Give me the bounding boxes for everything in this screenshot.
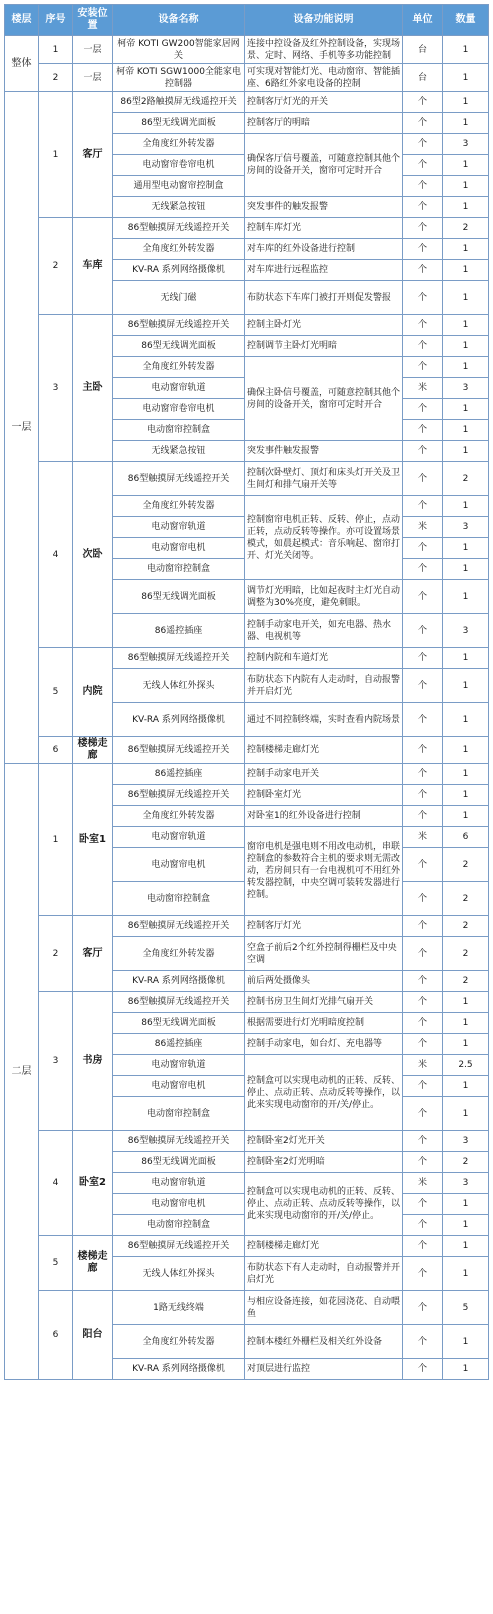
quantity-cell: 1	[443, 764, 489, 785]
quantity-cell: 1	[443, 806, 489, 827]
description-cell: 布防状态下内院有人走动时，自动报警并开启灯光	[245, 669, 403, 703]
unit-cell: 个	[403, 399, 443, 420]
device-name-cell: 86型触摸屏无线遥控开关	[113, 648, 245, 669]
device-name-cell: 86型触摸屏无线遥控开关	[113, 737, 245, 764]
table-row	[5, 764, 489, 785]
table-row	[5, 992, 489, 1013]
number-cell: 5	[39, 648, 73, 737]
description-cell: 空盒子前后2个红外控制得栅栏及中央空调	[245, 937, 403, 971]
description-cell: 控制本楼红外栅栏及相关红外设备	[245, 1325, 403, 1359]
quantity-cell: 1	[443, 281, 489, 315]
description-cell: 控制手动家电开关，如充电器、热水器、电视机等	[245, 614, 403, 648]
quantity-cell: 1	[443, 155, 489, 176]
device-name-cell: KV-RA 系列网络摄像机	[113, 1359, 245, 1380]
device-name-cell: 电动窗帘轨道	[113, 1173, 245, 1194]
quantity-cell: 2	[443, 916, 489, 937]
quantity-cell: 2	[443, 971, 489, 992]
unit-cell: 个	[403, 916, 443, 937]
device-name-cell: 86型触摸屏无线遥控开关	[113, 315, 245, 336]
device-name-cell: 86遥控插座	[113, 764, 245, 785]
device-name-cell: 86型触摸屏无线遥控开关	[113, 785, 245, 806]
col-header-number: 序号	[39, 5, 73, 36]
unit-cell: 个	[403, 176, 443, 197]
table-row	[5, 462, 489, 496]
device-name-cell: 86型无线调光面板	[113, 580, 245, 614]
description-cell: 控制客厅灯光	[245, 916, 403, 937]
device-name-cell: 1路无线终端	[113, 1291, 245, 1325]
unit-cell: 个	[403, 1131, 443, 1152]
quantity-cell: 1	[443, 64, 489, 92]
unit-cell: 个	[403, 1013, 443, 1034]
description-cell: 连接中控设备及红外控制设备，实现场景、定时、网络、手机等多功能控制	[245, 36, 403, 64]
description-cell: 控制楼梯走廊灯光	[245, 737, 403, 764]
device-name-cell: 电动窗帘控制盒	[113, 559, 245, 580]
quantity-cell: 1	[443, 1034, 489, 1055]
location-cell: 楼梯走廊	[73, 1236, 113, 1291]
quantity-cell: 1	[443, 113, 489, 134]
device-name-cell: 86型触摸屏无线遥控开关	[113, 462, 245, 496]
table-row	[5, 648, 489, 669]
number-cell: 3	[39, 992, 73, 1131]
unit-cell: 个	[403, 462, 443, 496]
unit-cell: 个	[403, 614, 443, 648]
location-cell: 阳台	[73, 1291, 113, 1380]
number-cell: 6	[39, 1291, 73, 1380]
description-cell: 布防状态下车库门被打开则促发警报	[245, 281, 403, 315]
quantity-cell: 2.5	[443, 1055, 489, 1076]
device-name-cell: 电动窗帘电机	[113, 848, 245, 882]
number-cell: 1	[39, 36, 73, 64]
device-name-cell: KV-RA 系列网络摄像机	[113, 703, 245, 737]
device-name-cell: 电动窗帘轨道	[113, 827, 245, 848]
unit-cell: 个	[403, 580, 443, 614]
description-cell: 控制调节主卧灯光明暗	[245, 336, 403, 357]
quantity-cell: 1	[443, 1097, 489, 1131]
location-cell: 客厅	[73, 916, 113, 992]
device-name-cell: 86型无线调光面板	[113, 1013, 245, 1034]
quantity-cell: 3	[443, 134, 489, 155]
floor-cell: 二层	[5, 764, 39, 1380]
device-name-cell: KV-RA 系列网络摄像机	[113, 260, 245, 281]
unit-cell: 个	[403, 92, 443, 113]
col-header-location: 安装位置	[73, 5, 113, 36]
device-name-cell: 无线紧急按钮	[113, 197, 245, 218]
quantity-cell: 1	[443, 399, 489, 420]
description-cell: 控制盒可以实现电动机的正转、反转、停止、点动正转、点动反转等操作，以此来实现电动窗帘的开/关/停止。	[245, 1173, 403, 1236]
unit-cell: 个	[403, 1097, 443, 1131]
device-name-cell: 86型触摸屏无线遥控开关	[113, 218, 245, 239]
description-cell: 控制卧室2灯光开关	[245, 1131, 403, 1152]
device-name-cell: 电动窗帘控制盒	[113, 1215, 245, 1236]
location-cell: 车库	[73, 218, 113, 315]
table-row	[5, 315, 489, 336]
description-cell: 布防状态下有人走动时，自动报警并开启灯光	[245, 1257, 403, 1291]
unit-cell: 个	[403, 155, 443, 176]
quantity-cell: 1	[443, 357, 489, 378]
quantity-cell: 1	[443, 176, 489, 197]
unit-cell: 个	[403, 737, 443, 764]
location-cell: 卧室2	[73, 1131, 113, 1236]
description-cell: 控制窗帘电机正转、反转、停止，点动正转，点动反转等操作。亦可设置场景模式，如晨起模式：音乐响起、窗帘打开、灯光关闭等。	[245, 496, 403, 580]
quantity-cell: 1	[443, 1257, 489, 1291]
description-cell: 控制客厅灯光的开关	[245, 92, 403, 113]
number-cell: 2	[39, 64, 73, 92]
device-name-cell: 全角度红外转发器	[113, 357, 245, 378]
description-cell: 通过不同控制终端，实时查看内院场景	[245, 703, 403, 737]
description-cell: 控制盒可以实现电动机的正转、反转、停止、点动正转、点动反转等操作，以此来实现电动窗帘的开/关/停止。	[245, 1055, 403, 1131]
floor-cell: 一层	[5, 92, 39, 764]
description-cell: 窗帘电机是强电则不用改电动机，串联控制盒的参数符合主机的要求则无需改动，若房间只有一台电视机可不用红外转发器控制，中央空调可装转发器进行控制。	[245, 827, 403, 916]
location-cell: 主卧	[73, 315, 113, 462]
unit-cell: 个	[403, 1152, 443, 1173]
description-cell: 突发事件触发报警	[245, 441, 403, 462]
description-cell: 确保客厅信号覆盖，可随意控制其他个房间的设备开关，窗帘可定时开合	[245, 134, 403, 197]
unit-cell: 个	[403, 441, 443, 462]
quantity-cell: 3	[443, 614, 489, 648]
col-header-quantity: 数量	[443, 5, 489, 36]
device-name-cell: 86型触摸屏无线遥控开关	[113, 916, 245, 937]
unit-cell: 米	[403, 1055, 443, 1076]
unit-cell: 个	[403, 1257, 443, 1291]
device-name-cell: 电动窗帘控制盒	[113, 420, 245, 441]
device-name-cell: 86型无线调光面板	[113, 1152, 245, 1173]
description-cell: 控制卧室2灯光明暗	[245, 1152, 403, 1173]
table-row	[5, 1291, 489, 1325]
description-cell: 对卧室1的红外设备进行控制	[245, 806, 403, 827]
device-name-cell: 柯帝 KOTI GW200智能家居网关	[113, 36, 245, 64]
quantity-cell: 1	[443, 1359, 489, 1380]
description-cell: 控制车库灯光	[245, 218, 403, 239]
unit-cell: 个	[403, 1215, 443, 1236]
unit-cell: 个	[403, 648, 443, 669]
device-name-cell: 86遥控插座	[113, 1034, 245, 1055]
unit-cell: 米	[403, 1173, 443, 1194]
device-name-cell: 电动窗帘电机	[113, 1076, 245, 1097]
unit-cell: 个	[403, 260, 443, 281]
number-cell: 2	[39, 916, 73, 992]
unit-cell: 个	[403, 113, 443, 134]
number-cell: 4	[39, 462, 73, 648]
device-name-cell: 电动窗帘轨道	[113, 517, 245, 538]
description-cell: 对车库进行远程监控	[245, 260, 403, 281]
unit-cell: 个	[403, 806, 443, 827]
quantity-cell: 1	[443, 1076, 489, 1097]
unit-cell: 个	[403, 315, 443, 336]
quantity-cell: 1	[443, 580, 489, 614]
quantity-cell: 2	[443, 848, 489, 882]
quantity-cell: 1	[443, 260, 489, 281]
col-header-device-name: 设备名称	[113, 5, 245, 36]
quantity-cell: 1	[443, 336, 489, 357]
device-name-cell: 柯帝 KOTI SGW1000全能家电控制器	[113, 64, 245, 92]
device-name-cell: 电动窗帘卷帘电机	[113, 155, 245, 176]
location-cell: 书房	[73, 992, 113, 1131]
unit-cell: 个	[403, 848, 443, 882]
device-name-cell: 86型2路触摸屏无线遥控开关	[113, 92, 245, 113]
location-cell: 客厅	[73, 92, 113, 218]
device-name-cell: 无线人体红外探头	[113, 669, 245, 703]
description-cell: 控制内院和车道灯光	[245, 648, 403, 669]
quantity-cell: 2	[443, 937, 489, 971]
quantity-cell: 2	[443, 882, 489, 916]
col-header-description: 设备功能说明	[245, 5, 403, 36]
quantity-cell: 2	[443, 1152, 489, 1173]
unit-cell: 个	[403, 669, 443, 703]
quantity-cell: 1	[443, 496, 489, 517]
description-cell: 与相应设备连接，如花园浇花、自动喂鱼	[245, 1291, 403, 1325]
quantity-cell: 3	[443, 1173, 489, 1194]
location-cell: 一层	[73, 64, 113, 92]
number-cell: 5	[39, 1236, 73, 1291]
unit-cell: 个	[403, 197, 443, 218]
description-cell: 调节灯光明暗，比如起夜时主灯光自动调整为30%亮度，避免刺眼。	[245, 580, 403, 614]
unit-cell: 个	[403, 357, 443, 378]
unit-cell: 个	[403, 281, 443, 315]
device-name-cell: 电动窗帘电机	[113, 1194, 245, 1215]
description-cell: 对顶层进行监控	[245, 1359, 403, 1380]
unit-cell: 个	[403, 496, 443, 517]
table-row	[5, 36, 489, 64]
table-row	[5, 218, 489, 239]
description-cell: 控制次卧壁灯、顶灯和床头灯开关及卫生间灯和排气扇开关等	[245, 462, 403, 496]
quantity-cell: 1	[443, 992, 489, 1013]
equipment-table	[4, 4, 489, 1380]
unit-cell: 个	[403, 1194, 443, 1215]
quantity-cell: 1	[443, 36, 489, 64]
quantity-cell: 1	[443, 538, 489, 559]
table-header-row	[5, 5, 489, 36]
quantity-cell: 1	[443, 785, 489, 806]
quantity-cell: 1	[443, 703, 489, 737]
table-row	[5, 1236, 489, 1257]
unit-cell: 个	[403, 336, 443, 357]
device-name-cell: 无线紧急按钮	[113, 441, 245, 462]
unit-cell: 个	[403, 559, 443, 580]
unit-cell: 个	[403, 703, 443, 737]
device-name-cell: 全角度红外转发器	[113, 239, 245, 260]
unit-cell: 米	[403, 378, 443, 399]
device-name-cell: 电动窗帘电机	[113, 538, 245, 559]
table-row	[5, 92, 489, 113]
quantity-cell: 1	[443, 1236, 489, 1257]
quantity-cell: 2	[443, 218, 489, 239]
quantity-cell: 3	[443, 517, 489, 538]
unit-cell: 个	[403, 1325, 443, 1359]
description-cell: 控制手动家电，如台灯、充电器等	[245, 1034, 403, 1055]
description-cell: 控制书房卫生间灯光排气扇开关	[245, 992, 403, 1013]
description-cell: 突发事件的触发报警	[245, 197, 403, 218]
quantity-cell: 3	[443, 378, 489, 399]
quantity-cell: 1	[443, 737, 489, 764]
location-cell: 次卧	[73, 462, 113, 648]
unit-cell: 个	[403, 1291, 443, 1325]
device-name-cell: 无线门磁	[113, 281, 245, 315]
quantity-cell: 1	[443, 1013, 489, 1034]
location-cell: 内院	[73, 648, 113, 737]
number-cell: 4	[39, 1131, 73, 1236]
number-cell: 6	[39, 737, 73, 764]
device-name-cell: 86型触摸屏无线遥控开关	[113, 1236, 245, 1257]
description-cell: 控制卧室灯光	[245, 785, 403, 806]
location-cell: 楼梯走廊	[73, 737, 113, 764]
device-name-cell: 86型无线调光面板	[113, 113, 245, 134]
unit-cell: 米	[403, 517, 443, 538]
description-cell: 控制主卧灯光	[245, 315, 403, 336]
quantity-cell: 1	[443, 92, 489, 113]
quantity-cell: 1	[443, 441, 489, 462]
quantity-cell: 6	[443, 827, 489, 848]
unit-cell: 个	[403, 538, 443, 559]
quantity-cell: 1	[443, 669, 489, 703]
device-name-cell: 全角度红外转发器	[113, 806, 245, 827]
number-cell: 3	[39, 315, 73, 462]
quantity-cell: 5	[443, 1291, 489, 1325]
device-name-cell: KV-RA 系列网络摄像机	[113, 971, 245, 992]
quantity-cell: 1	[443, 197, 489, 218]
unit-cell: 米	[403, 827, 443, 848]
description-cell: 控制客厅的明暗	[245, 113, 403, 134]
unit-cell: 个	[403, 134, 443, 155]
unit-cell: 个	[403, 420, 443, 441]
unit-cell: 个	[403, 937, 443, 971]
device-name-cell: 电动窗帘卷帘电机	[113, 399, 245, 420]
unit-cell: 个	[403, 1236, 443, 1257]
description-cell: 根据需要进行灯光明暗度控制	[245, 1013, 403, 1034]
location-cell: 卧室1	[73, 764, 113, 916]
device-name-cell: 全角度红外转发器	[113, 937, 245, 971]
device-name-cell: 无线人体红外探头	[113, 1257, 245, 1291]
quantity-cell: 1	[443, 559, 489, 580]
device-name-cell: 通用型电动窗帘控制盒	[113, 176, 245, 197]
unit-cell: 个	[403, 1359, 443, 1380]
quantity-cell: 1	[443, 1215, 489, 1236]
quantity-cell: 1	[443, 420, 489, 441]
description-cell: 可实现对智能灯光、电动窗帘、智能插座、6路红外家电设备的控制	[245, 64, 403, 92]
unit-cell: 个	[403, 992, 443, 1013]
table-row	[5, 916, 489, 937]
number-cell: 2	[39, 218, 73, 315]
device-name-cell: 电动窗帘轨道	[113, 1055, 245, 1076]
unit-cell: 个	[403, 1076, 443, 1097]
device-name-cell: 电动窗帘控制盒	[113, 1097, 245, 1131]
device-name-cell: 电动窗帘控制盒	[113, 882, 245, 916]
unit-cell: 个	[403, 239, 443, 260]
device-name-cell: 全角度红外转发器	[113, 1325, 245, 1359]
description-cell: 控制楼梯走廊灯光	[245, 1236, 403, 1257]
number-cell: 1	[39, 764, 73, 916]
device-name-cell: 86遥控插座	[113, 614, 245, 648]
quantity-cell: 1	[443, 1194, 489, 1215]
device-name-cell: 86型无线调光面板	[113, 336, 245, 357]
quantity-cell: 1	[443, 239, 489, 260]
unit-cell: 个	[403, 882, 443, 916]
device-name-cell: 全角度红外转发器	[113, 496, 245, 517]
table-row	[5, 737, 489, 764]
unit-cell: 台	[403, 36, 443, 64]
device-name-cell: 86型触摸屏无线遥控开关	[113, 992, 245, 1013]
unit-cell: 个	[403, 785, 443, 806]
unit-cell: 个	[403, 1034, 443, 1055]
quantity-cell: 1	[443, 315, 489, 336]
description-cell: 前后两处摄像头	[245, 971, 403, 992]
device-name-cell: 全角度红外转发器	[113, 134, 245, 155]
number-cell: 1	[39, 92, 73, 218]
description-cell: 对车库的红外设备进行控制	[245, 239, 403, 260]
device-name-cell: 电动窗帘轨道	[113, 378, 245, 399]
table-row	[5, 1131, 489, 1152]
quantity-cell: 1	[443, 648, 489, 669]
table-row	[5, 64, 489, 92]
description-cell: 确保主卧信号覆盖，可随意控制其他个房间的设备开关，窗帘可定时开合	[245, 357, 403, 441]
unit-cell: 个	[403, 764, 443, 785]
unit-cell: 个	[403, 971, 443, 992]
col-header-unit: 单位	[403, 5, 443, 36]
unit-cell: 个	[403, 218, 443, 239]
location-cell: 一层	[73, 36, 113, 64]
device-name-cell: 86型触摸屏无线遥控开关	[113, 1131, 245, 1152]
col-header-floor: 楼层	[5, 5, 39, 36]
quantity-cell: 1	[443, 1325, 489, 1359]
floor-cell: 整体	[5, 36, 39, 92]
description-cell: 控制手动家电开关	[245, 764, 403, 785]
unit-cell: 台	[403, 64, 443, 92]
quantity-cell: 3	[443, 1131, 489, 1152]
quantity-cell: 2	[443, 462, 489, 496]
